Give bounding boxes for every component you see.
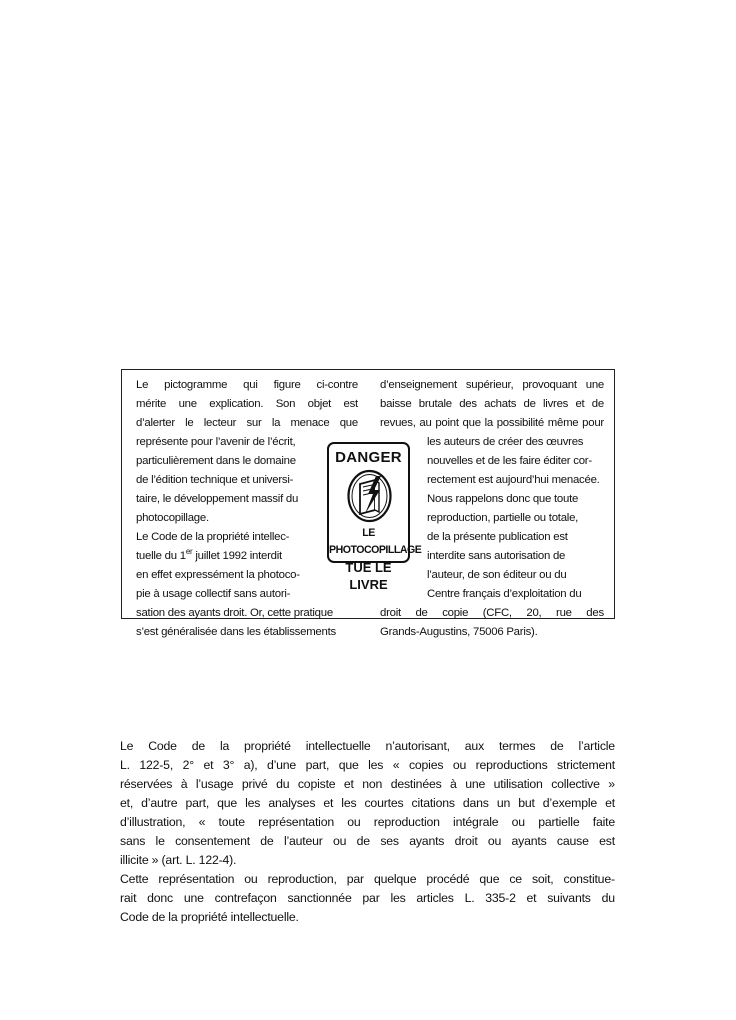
notice-right-line: d’enseignement supérieur, provoquant une [380, 379, 604, 391]
legal-line: et, d’autre part, que les analyses et les courtes citations dans un but d’exemple et [120, 796, 615, 810]
ordinal-sup: er [185, 547, 193, 557]
notice-left-line: représente pour l’avenir de l’écrit, [136, 436, 296, 448]
legal-line: sans le consentement de l’auteur ou de ses ayants droit ou ayants cause est [120, 834, 615, 848]
notice-right-line: nouvelles et de les faire éditer cor- [427, 455, 592, 467]
notice-right-line: Grands-Augustins, 75006 Paris). [380, 626, 538, 638]
ordinal-before: tuelle du 1 [136, 550, 186, 562]
legal-line: Le Code de la propriété intellectuelle n’autorisant, aux termes de l’article [120, 739, 615, 753]
legal-line: Code de la propriété intellectuelle. [120, 910, 299, 924]
notice-right-line: droit de copie (CFC, 20, rue des [380, 607, 604, 619]
notice-left-line: de l’édition technique et universi- [136, 474, 294, 486]
notice-left-line: photocopillage. [136, 512, 209, 524]
notice-left-line-ordinal [136, 547, 282, 566]
notice-right-line: reproduction, partielle ou totale, [427, 512, 579, 524]
notice-left-line: d’alerter le lecteur sur la menace que [136, 417, 358, 429]
notice-left-line: sation des ayants droit. Or, cette pratique [136, 607, 333, 619]
notice-left-line: mérite une explication. Son objet est [136, 398, 358, 410]
legal-line: rait donc une contrefaçon sanctionnée par les articles L. 335-2 et suivants du [120, 891, 615, 905]
notice-left-line: Le Code de la propriété intellec- [136, 531, 290, 543]
notice-right-line: l’auteur, de son éditeur ou du [427, 569, 567, 581]
notice-left-line: en effet expressément la photoco- [136, 569, 300, 581]
legal-line: d’illustration, « toute représentation ou reproduction intégrale ou partielle faite [120, 815, 615, 829]
legal-line: L. 122-5, 2° et 3° a), d’une part, que les « copies ou reproductions strictement [120, 758, 615, 772]
ordinal-after: juillet 1992 interdit [192, 550, 282, 562]
danger-pictogram [327, 442, 422, 592]
notice-right-line: les auteurs de créer des œuvres [427, 436, 584, 448]
danger-slogan [329, 525, 422, 593]
notice-right-line: baisse brutale des achats de livres et de [380, 398, 604, 410]
legal-line: réservées à l’usage privé du copiste et non destinées à une utilisation collective » [120, 777, 615, 791]
notice-left-line: particulièrement dans le domaine [136, 455, 296, 467]
danger-title: DANGER [335, 449, 402, 466]
notice-right-line: revues, au point que la possibilité même pour [380, 417, 604, 429]
notice-left-line: taire, le développement massif du [136, 493, 299, 505]
danger-slogan-line2: TUE LE LIVRE [345, 560, 392, 592]
notice-right-line: de la présente publication est [427, 531, 568, 543]
legal-line: illicite » (art. L. 122-4). [120, 853, 237, 867]
danger-slogan-line1: LE PHOTOCOPILLAGE [329, 527, 422, 556]
notice-left-line: pie à usage collectif sans autori- [136, 588, 291, 600]
notice-left-line: s’est généralisée dans les établissements [136, 626, 336, 638]
notice-right-line: rectement est aujourd’hui menacée. [427, 474, 600, 486]
notice-right-line: interdite sans autorisation de [427, 550, 566, 562]
book-lightning-icon [346, 468, 393, 524]
legal-line: Cette représentation ou reproduction, par quelque procédé que ce soit, constitue- [120, 872, 615, 886]
notice-right-line: Centre français d’exploitation du [427, 588, 582, 600]
notice-left-line: Le pictogramme qui figure ci-contre [136, 379, 358, 391]
notice-right-line: Nous rappelons donc que toute [427, 493, 579, 505]
